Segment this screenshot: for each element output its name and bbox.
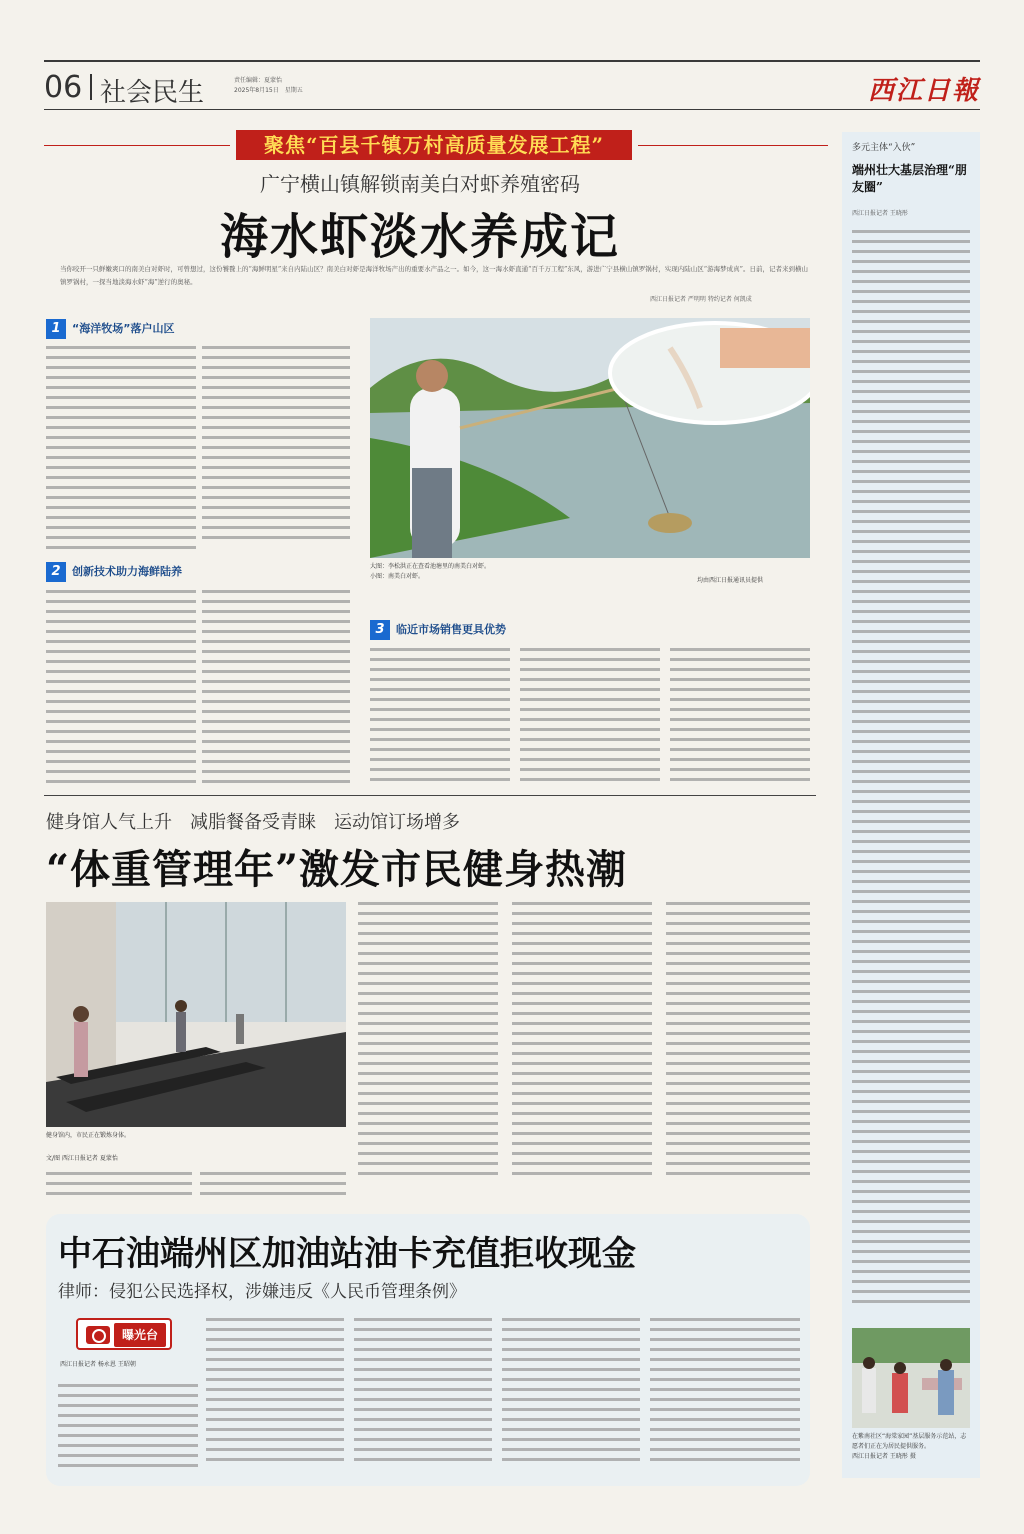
sidebar-text-col: [852, 230, 970, 1310]
sidebar-photo-caption: [852, 1432, 972, 1462]
article1-text-col-1: [46, 346, 196, 556]
banner-rule-left: [44, 145, 230, 146]
subhead-number-badge: 3: [370, 620, 390, 640]
camera-icon: [86, 1326, 110, 1344]
gym-photo[interactable]: [46, 902, 346, 1127]
article1-lead: 当你咬开一只鲜嫩爽口的南美白对虾时，可曾想过，这份饕餮上的“海鲜明星”来自内陆山区？南美白对虾是海洋牧场产出的重要水产品之一。如今，这一海水虾直通“百千万工程”东风，游进广宁县横山镇罗锅村，实现内陆山区“游海梦成真”。日前，记者来到横山镇罗锅村，一探当地淡海水虾“海”逆行的奥秘。: [60, 265, 808, 286]
photo1-caption: [370, 562, 490, 582]
sidebar-photo[interactable]: [852, 1328, 970, 1428]
exposure-badge: [76, 1318, 172, 1350]
volunteer-illustration: [852, 1328, 970, 1428]
article3-text-col-5: [650, 1318, 800, 1468]
article1-subhead-2: [46, 562, 346, 582]
masthead-divider: [90, 74, 92, 100]
editor-meta: [234, 76, 303, 96]
article2-text-col-0b: [200, 1172, 346, 1202]
article2-headline[interactable]: “体重管理年”激发市民健身热潮: [46, 846, 628, 893]
sidebar-tag: 多元主体“入伙”: [852, 143, 916, 153]
gym-illustration: [46, 902, 346, 1127]
article1-byline: 西江日报记者 严明明 特约记者 何凯成: [650, 296, 752, 303]
theme-banner: 聚焦“百县千镇万村高质量发展工程”: [236, 130, 632, 160]
article3-byline: 西江日报记者 杨永恩 王昭朝: [60, 1361, 136, 1368]
sidebar-headline[interactable]: 端州壮大基层治理“朋友圈”: [852, 163, 967, 194]
photo1-credit: 均由西江日报通讯员提供: [697, 577, 764, 584]
article3-text-col-2: [206, 1318, 344, 1468]
subhead-number-badge: 1: [46, 319, 66, 339]
article3-headline[interactable]: 中石油端州区加油站油卡充值拒收现金: [58, 1234, 636, 1274]
banner-rule-right: [638, 145, 828, 146]
gym-photo-caption: 健身馆内，市民正在锻炼身体。: [46, 1132, 131, 1139]
exposure-badge-label: 曝光台: [114, 1323, 166, 1347]
photo1-caption-inset: 小图：南美白对虾。: [370, 573, 425, 580]
article2-text-col-0a: [46, 1172, 192, 1202]
newspaper-logo: 西江日報: [867, 76, 980, 106]
article1-text-col-5: [370, 648, 510, 788]
article1-text-col-7: [670, 648, 810, 788]
page-number: 06: [44, 70, 83, 105]
article1-text-col-3: [46, 590, 196, 790]
shrimp-pond-photo[interactable]: [370, 318, 810, 558]
photo1-caption-main: 大图：李松洪正在查看池塘里的南美白对虾。: [370, 563, 491, 570]
section-name: 社会民生: [100, 78, 205, 108]
article3-text-col-3: [354, 1318, 492, 1468]
article1-subhead-1: [46, 319, 346, 339]
article1-text-col-6: [520, 648, 660, 788]
masthead: [44, 60, 980, 110]
subhead-text: “海洋牧场”落户山区: [72, 322, 175, 335]
article2-text-col-3: [666, 902, 810, 1182]
article3-text-col-4: [502, 1318, 640, 1468]
section-divider: [44, 795, 816, 796]
article1-headline[interactable]: 海水虾淡水养成记: [219, 209, 620, 265]
article1-subhead-3: [370, 620, 810, 640]
subhead-text: 创新技术助力海鲜陆养: [72, 565, 182, 578]
article2-byline: 文/图 西江日报记者 夏蒙怡: [46, 1155, 118, 1162]
subhead-text: 临近市场销售更具优势: [396, 623, 506, 636]
date-line: 2025年8月15日 星期五: [234, 87, 303, 94]
article1-text-col-2: [202, 346, 350, 546]
article2-kicker: 健身馆人气上升 减脂餐备受青睐 运动馆订场增多: [46, 812, 460, 833]
article3-subtitle: 律师：侵犯公民选择权，涉嫌违反《人民币管理条例》: [58, 1282, 466, 1302]
editor-line: 责任编辑：夏蒙怡: [234, 77, 283, 84]
article3-text-col-1: [58, 1384, 198, 1474]
shrimp-pond-illustration: [370, 318, 810, 558]
article1-kicker: 广宁横山镇解锁南美白对虾养殖密码: [260, 172, 580, 196]
sidebar-byline: 西江日报记者 王晓彤: [852, 210, 908, 217]
subhead-number-badge: 2: [46, 562, 66, 582]
article1-text-col-4: [202, 590, 350, 790]
article2-text-col-1: [358, 902, 498, 1182]
article2-text-col-2: [512, 902, 652, 1182]
sidebar-photo-credit: 西江日报记者 王晓彤 摄: [852, 1453, 916, 1460]
sidebar-caption-text: 在紫南社区“海棠家园”基层服务示范站，志愿者们正在为居民提供服务。: [852, 1433, 967, 1450]
